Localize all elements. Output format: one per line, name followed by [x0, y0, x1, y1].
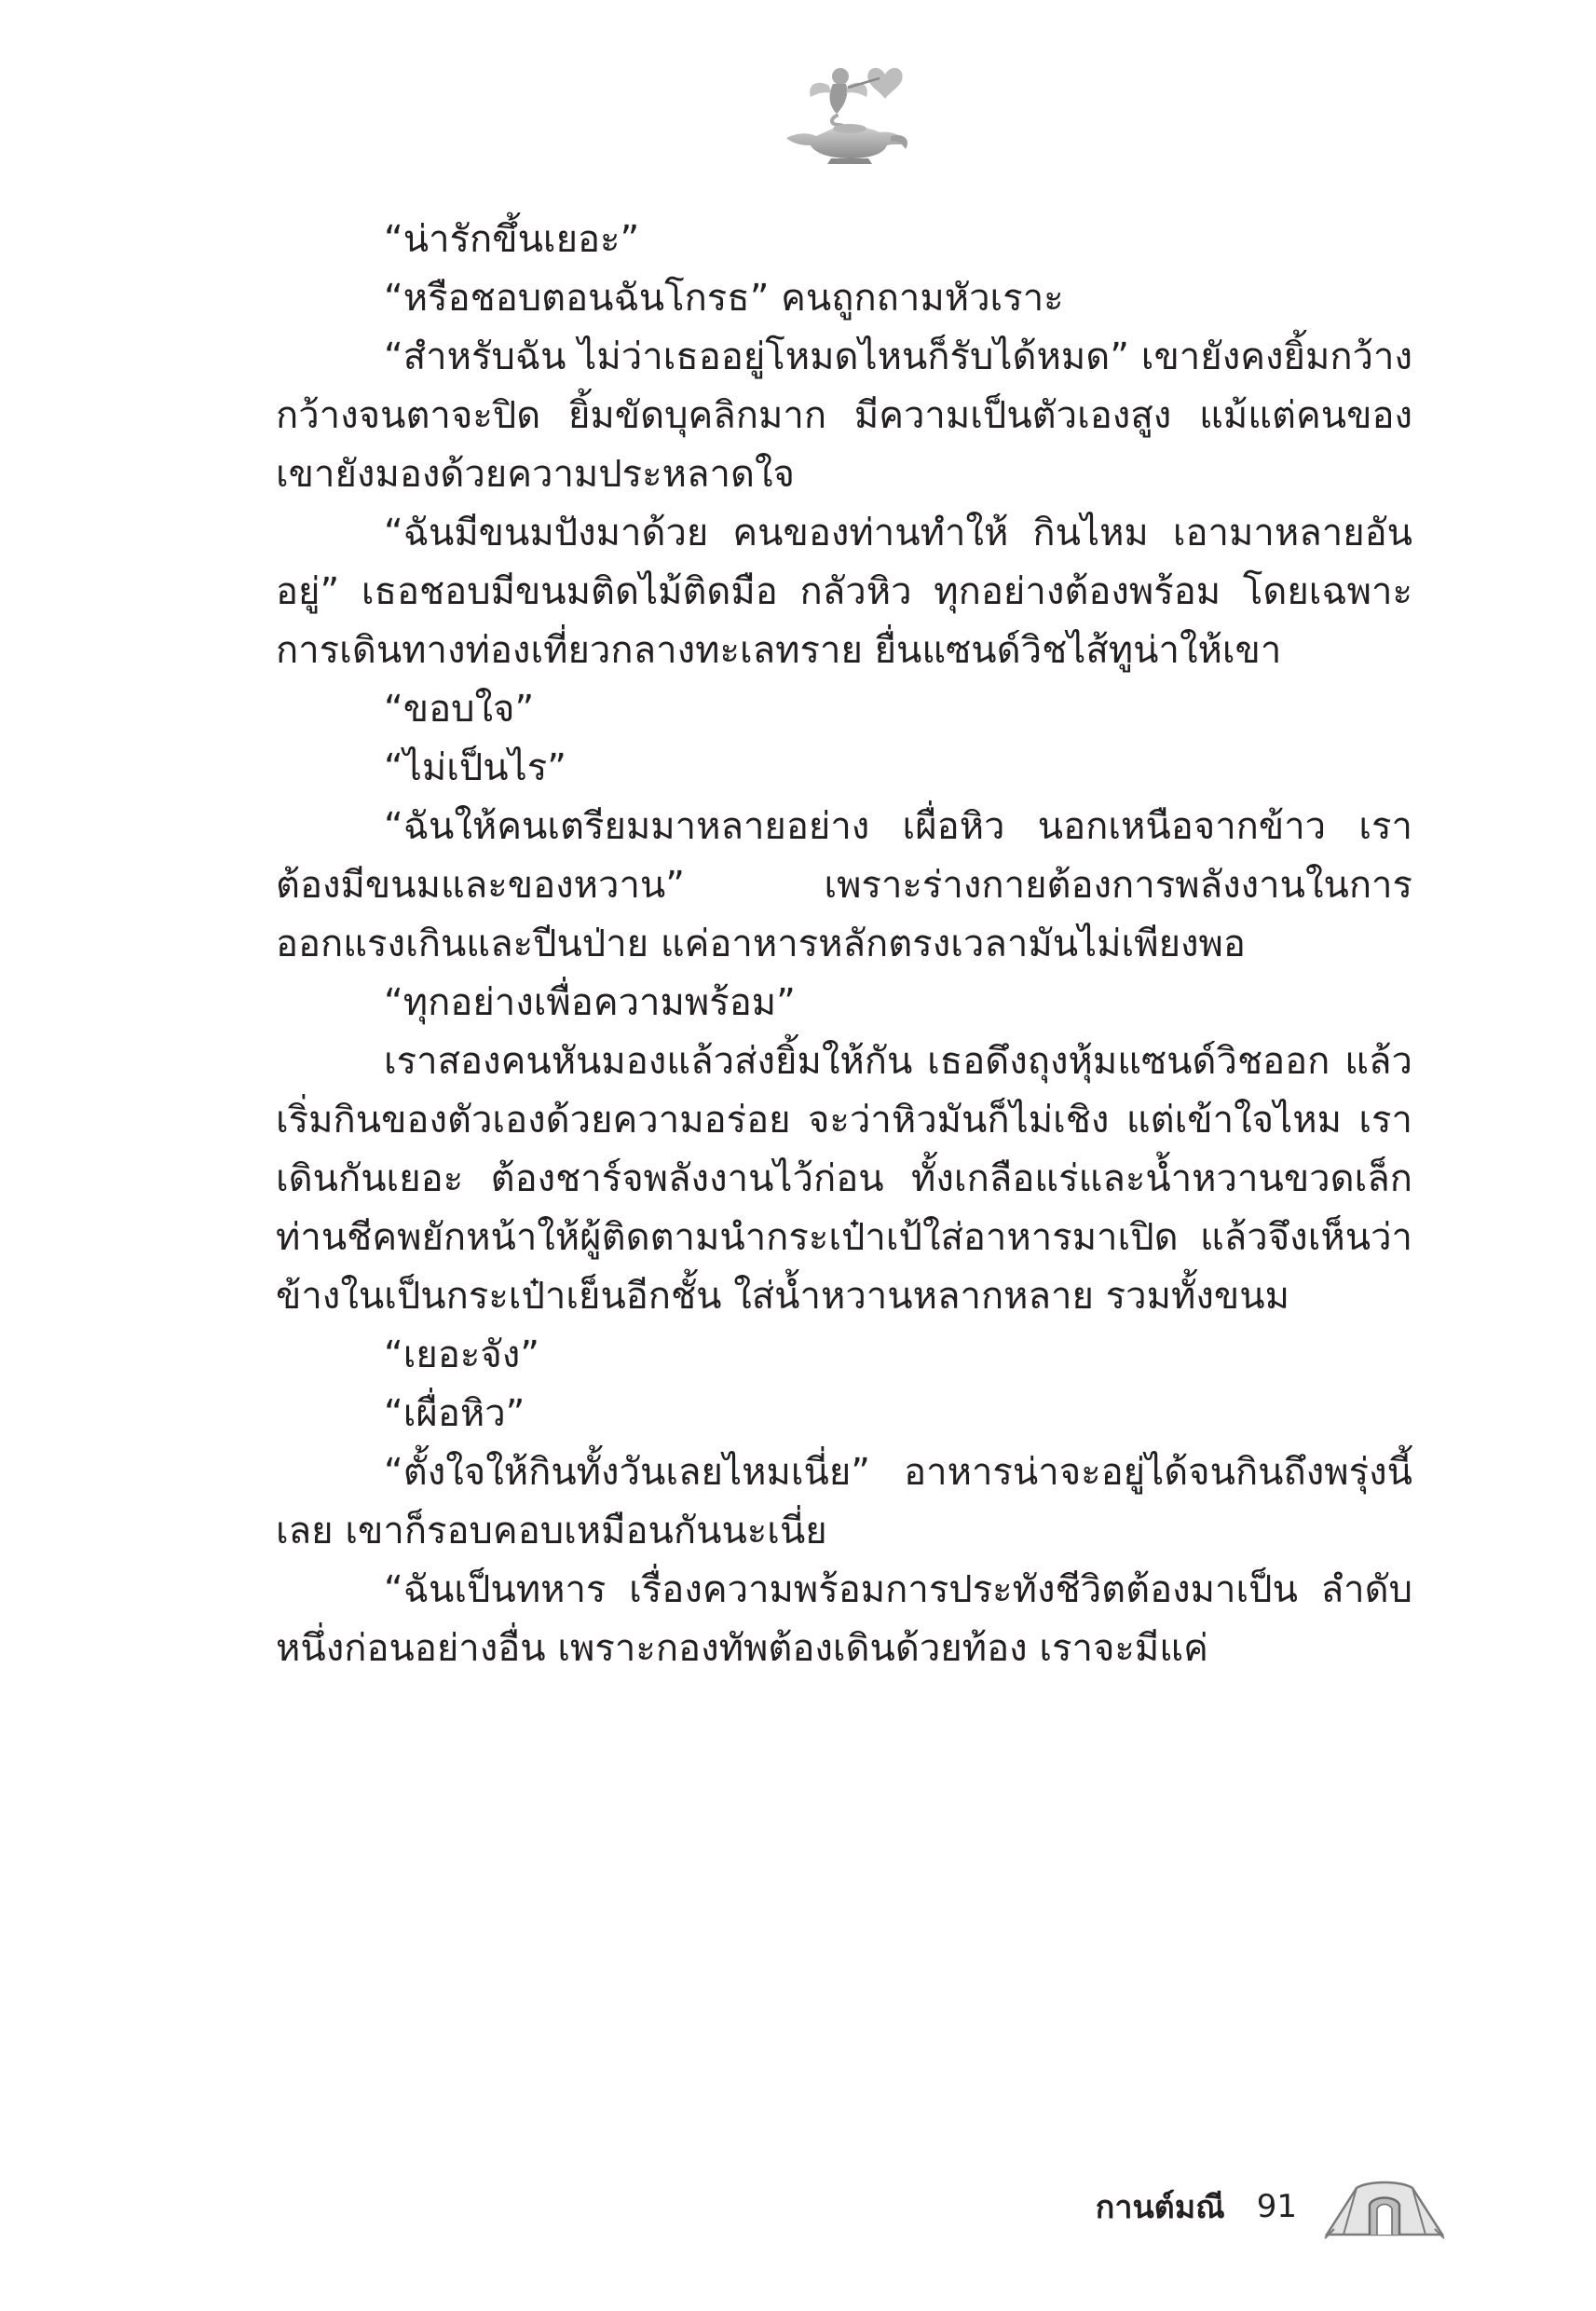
paragraph: “ขอบใจ” [384, 688, 535, 731]
paragraph: “ตั้งใจให้กินทั้งวันเลยไหมเนี่ย” อาหารน่าจะอยู่ได้จนกินถึงพรุ่งนี้ เลย เขาก็รอบคอบเหมือนกันนะเนี่ย [276, 1451, 1412, 1552]
body-text [276, 211, 1412, 1678]
paragraph: “ฉันให้คนเตรียมมาหลายอย่าง เผื่อหิว นอกเหนือจากข้าว เราต้องมีขนมและของหวาน” เพราะร่างกายต้องการพลังงานในการออกแรงเกินและปีนป่าย แค่อาหารหลักตรงเวลามันไม่เพียงพอ [276, 805, 1412, 965]
paragraph: “เยอะจัง” [384, 1333, 540, 1376]
paragraph: เราสองคนหันมองแล้วส่งยิ้มให้กัน เธอดึงถุงหุ้มแซนด์วิชออก แล้วเริ่มกินของตัวเองด้วยความอร่อย จะว่าหิวมันก็ไม่เชิง แต่เข้าใจไหม เราเดินกันเยอะ ต้องชาร์จพลังงานไว้ก่อน ทั้งเกลือแร่และน้ำหวานขวดเล็ก ท่านชีคพยักหน้าให้ผู้ติดตามนำกระเป๋าเป้ใส่อาหารมาเปิด แล้วจึงเห็นว่าข้างในเป็นกระเป๋าเย็นอีกชั้น ใส่น้ำหวานหลากหลาย รวมทั้งขนม [276, 1040, 1412, 1318]
paragraph: “น่ารักขึ้นเยอะ” [384, 218, 640, 261]
page-footer [1096, 2169, 1447, 2244]
paragraph: “สำหรับฉัน ไม่ว่าเธออยู่โหมดไหนก็รับได้หมด” เขายังคงยิ้มกว้าง กว้างจนตาจะปิด ยิ้มขัดบุคลิกมาก มีความเป็นตัวเองสูง แม้แต่คนของเขายังมองด้วยความประหลาดใจ [276, 335, 1412, 496]
page-number: 91 [1256, 2188, 1297, 2225]
tent-icon [1321, 2173, 1447, 2240]
paragraph: “ฉันเป็นทหาร เรื่องความพร้อมการประทังชีวิตต้องมาเป็น ลำดับหนึ่งก่อนอย่างอื่น เพราะกองทัพต้องเดินด้วยท้อง เราจะมีแค่ [276, 1568, 1412, 1670]
genie-lamp-cupid-icon [775, 58, 915, 165]
book-title: กานต์มณี [1095, 2189, 1225, 2226]
paragraph: “ทุกอย่างเพื่อความพร้อม” [384, 981, 796, 1024]
paragraph: “ไม่เป็นไร” [384, 746, 566, 789]
paragraph: “เผื่อหิว” [384, 1392, 525, 1435]
paragraph: “หรือชอบตอนฉันโกรธ” คนถูกถามหัวเราะ [384, 277, 1064, 320]
paragraph: “ฉันมีขนมปังมาด้วย คนของท่านทำให้ กินไหม เอามาหลายอันอยู่” เธอชอบมีขนมติดไม้ติดมือ กลัวหิว ทุกอย่างต้องพร้อม โดยเฉพาะการเดินทางท่องเที่ยวกลางทะเลทราย ยื่นแซนด์วิชไส้ทูน่าให้เขา [276, 512, 1412, 672]
